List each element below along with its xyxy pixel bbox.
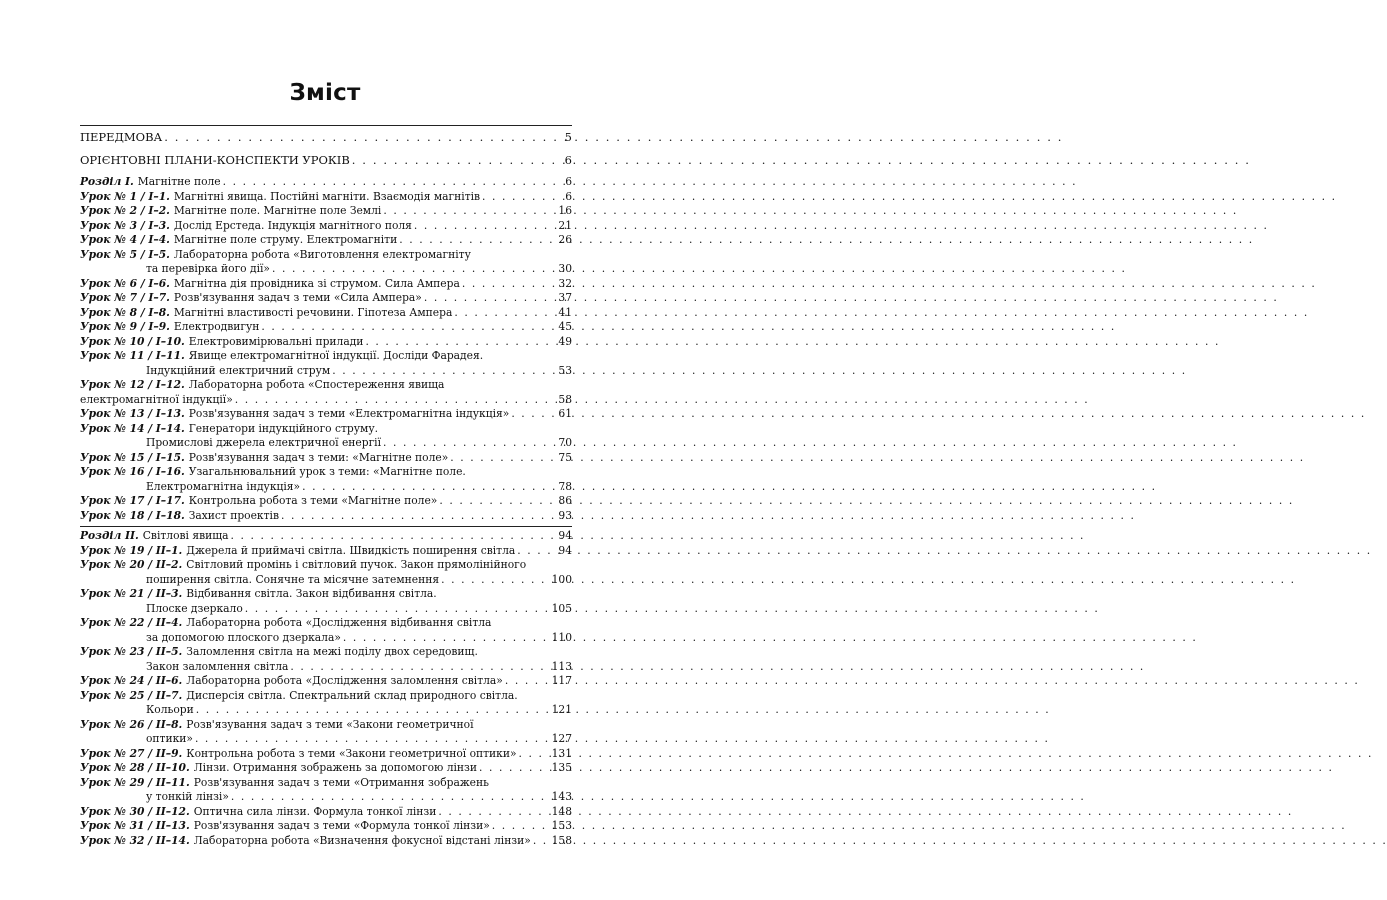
toc-entry[interactable] [80, 248, 572, 263]
toc-page-number: 6 [565, 175, 572, 188]
dot-leader [414, 219, 556, 234]
toc-entry-label: Урок № 29 / II–11. [80, 775, 190, 789]
toc-page-number: 148 [551, 804, 572, 818]
toc-entry-title: Магнітне поле [137, 175, 221, 188]
toc-page-number: 131 [551, 746, 572, 760]
top-rule [80, 125, 572, 126]
toc-entry-title: за допомогою плоского дзеркала» [146, 630, 341, 644]
toc-entry-label: Урок № 18 / I–18. [80, 508, 185, 522]
toc-entry[interactable] [80, 465, 572, 480]
dot-leader [441, 573, 550, 588]
toc-entry-label: Урок № 28 / II–10. [80, 761, 190, 774]
toc-entry-continuation[interactable] [80, 631, 572, 646]
toc-entry-title: Розв'язування задач з теми «Формула тонкої лінзи» [193, 819, 490, 832]
toc-entry[interactable] [80, 204, 572, 219]
toc-page-number: 127 [551, 732, 572, 745]
toc-entry[interactable] [80, 291, 572, 306]
toc-page-number: 121 [551, 703, 572, 716]
toc-entry-continuation[interactable] [80, 602, 572, 617]
toc-page-number: 113 [551, 659, 572, 673]
toc-entry-title: оптики» [146, 732, 193, 745]
dot-leader [438, 805, 549, 820]
toc-entry-label: Урок № 7 / I–7. [80, 291, 170, 304]
toc-entry-continuation[interactable] [80, 364, 572, 379]
toc-page-number: 6 [565, 189, 572, 203]
toc-entry-title: Електровимірювальні прилади [188, 334, 364, 348]
toc-entry-title: Світлові явища [142, 529, 229, 542]
toc-entry[interactable] [80, 349, 572, 364]
toc-entry[interactable] [80, 558, 572, 573]
dot-leader [519, 747, 550, 762]
toc-entry-continuation[interactable] [80, 573, 572, 588]
toc-entry[interactable] [80, 587, 572, 602]
toc-section[interactable] [80, 175, 572, 190]
toc-entry[interactable] [80, 747, 572, 762]
toc-entry[interactable] [80, 761, 572, 776]
toc-page-number: 110 [551, 630, 572, 644]
toc-entry-title: Узагальнювальний урок з теми: «Магнітне поле. [188, 465, 466, 478]
toc-entry-title: Відбивання світла. Закон відбивання світла. [186, 587, 437, 600]
toc-entry[interactable] [80, 544, 572, 559]
toc-entry[interactable] [80, 718, 572, 733]
toc-entry-title: Розв'язування задач з теми «Електромагнітна індукція» [188, 407, 510, 420]
toc-entry-title: Лабораторна робота «Дослідження відбивання світла [186, 616, 492, 629]
dot-leader [424, 291, 557, 306]
toc-entry-title: Плоске дзеркало [146, 601, 243, 615]
toc-entry-title: Магнітні властивості речовини. Гіпотеза Ампера [173, 305, 453, 319]
toc-entry-label: Урок № 30 / II–12. [80, 804, 190, 818]
toc-entry-continuation[interactable] [80, 790, 572, 805]
toc-entry[interactable] [80, 494, 572, 509]
toc-entry-label: Урок № 12 / I–12. [80, 378, 185, 391]
toc-page-number: 45 [558, 320, 572, 333]
spacer [80, 145, 572, 153]
toc-entry-label: Урок № 20 / II–2. [80, 558, 183, 571]
toc-page-number: 143 [551, 790, 572, 803]
toc-entry-title: Лабораторна робота «Визначення фокусної відстані лінзи» [193, 833, 531, 847]
toc-page-number: 86 [558, 494, 572, 507]
toc-entry[interactable] [80, 819, 572, 834]
toc-entry[interactable] [80, 306, 572, 321]
toc-page-number: 93 [558, 508, 572, 522]
toc-entry-continuation[interactable] [80, 262, 572, 277]
toc-page-number: 30 [558, 262, 572, 275]
toc-entry-label: Урок № 10 / I–10. [80, 334, 185, 348]
toc-page-number: 49 [558, 334, 572, 348]
toc-entry-title: Індукційний електричний струм [146, 363, 331, 377]
table-of-contents [80, 130, 572, 848]
toc-entry-label: Урок № 2 / I–2. [80, 204, 170, 217]
toc-entry-title: Електромагнітна індукція» [146, 479, 301, 493]
toc-page-number: 53 [558, 363, 572, 377]
toc-page-number: 32 [558, 276, 572, 290]
toc-entry-title: Закон заломлення світла [146, 659, 289, 673]
toc-entry-title: Генератори індукційного струму. [188, 421, 379, 435]
dot-leader [231, 529, 557, 544]
toc-entry[interactable] [80, 834, 572, 849]
dot-leader [281, 509, 556, 524]
toc-entry-label: Урок № 32 / II–14. [80, 833, 190, 847]
toc-entry-title: Розв'язування задач з теми «Закони геометричної [186, 717, 474, 731]
toc-page-number: 135 [551, 761, 572, 774]
toc-entry-continuation[interactable] [80, 393, 572, 408]
toc-entry-title: Лінзи. Отримання зображень за допомогою лінзи [193, 761, 477, 774]
dot-leader [231, 790, 550, 805]
toc-entry-title: Лабораторна робота «Дослідження заломлення світла» [186, 674, 503, 687]
dot-leader [450, 451, 556, 466]
toc-entry-label: Урок № 22 / II–4. [80, 616, 183, 629]
toc-entry-title: Джерела й приймачі світла. Швидкість поширення світла [186, 543, 516, 557]
dot-leader [533, 834, 550, 849]
toc-page-number: 75 [558, 450, 572, 464]
dot-leader [383, 204, 556, 219]
toc-entry-label: Урок № 23 / II–5. [80, 645, 183, 658]
toc-entry-title: Магнітне поле. Магнітне поле Землі [173, 204, 382, 217]
toc-entry-continuation[interactable] [80, 732, 572, 747]
toc-page-number: 117 [551, 674, 572, 687]
spacer [80, 167, 572, 175]
toc-entry-label: Урок № 4 / I–4. [80, 233, 170, 246]
toc-page-number: 158 [551, 833, 572, 847]
dot-leader [439, 494, 556, 509]
toc-entry-title: ОРІЄНТОВНІ ПЛАНИ-КОНСПЕКТИ УРОКІВ [80, 152, 350, 167]
dot-leader [511, 407, 556, 422]
toc-entry-title: Магнітна дія провідника зі струмом. Сила Ампера [173, 276, 460, 290]
toc-entry-label: Урок № 25 / II–7. [80, 688, 183, 702]
toc-entry[interactable] [80, 451, 572, 466]
toc-page-number: 5 [564, 130, 572, 144]
toc-entry[interactable] [80, 407, 572, 422]
toc-page-number: 58 [558, 392, 572, 406]
toc-entry[interactable] [80, 320, 572, 335]
toc-entry-label: Урок № 1 / I–1. [80, 189, 170, 203]
dot-leader [195, 732, 550, 747]
toc-page-number: 61 [558, 407, 572, 420]
dot-leader [462, 277, 557, 292]
toc-entry-title: Світловий промінь і світловий пучок. Закон прямолінійного [186, 558, 527, 571]
toc-entry[interactable] [80, 219, 572, 234]
dot-leader [235, 393, 557, 408]
toc-entry-title: Захист проектів [188, 508, 279, 522]
toc-entry[interactable] [80, 509, 572, 524]
toc-entry-continuation[interactable] [80, 660, 572, 675]
toc-entry-continuation[interactable] [80, 703, 572, 718]
toc-entry-label: Урок № 21 / II–3. [80, 587, 183, 600]
toc-entry[interactable] [80, 776, 572, 791]
toc-entry-label: Урок № 19 / II–1. [80, 543, 183, 557]
toc-entry-continuation[interactable] [80, 480, 572, 495]
toc-entry-label: Урок № 15 / I–15. [80, 450, 185, 464]
toc-entry-label: Урок № 11 / I–11. [80, 349, 185, 362]
toc-entry-label: Урок № 3 / I–3. [80, 218, 170, 232]
toc-entry-title: електромагнітної індукції» [80, 392, 233, 406]
toc-entry[interactable] [80, 422, 572, 437]
dot-leader [505, 674, 550, 689]
toc-section[interactable] [80, 529, 572, 544]
toc-entry-title: Оптична сила лінзи. Формула тонкої лінзи [193, 804, 437, 818]
toc-entry[interactable] [80, 645, 572, 660]
dot-leader [383, 436, 556, 451]
toc-entry-title: Промислові джерела електричної енергії [146, 436, 382, 449]
toc-page-number: 16 [558, 204, 572, 217]
toc-entry[interactable] [80, 378, 572, 393]
dot-leader [399, 233, 556, 248]
toc-entry-label: Урок № 26 / II–8. [80, 717, 183, 731]
dot-leader [164, 130, 560, 145]
toc-page-number: 21 [558, 218, 572, 232]
toc-entry-label: Урок № 14 / I–14. [80, 421, 185, 435]
dot-leader [302, 480, 556, 495]
toc-entry[interactable] [80, 153, 572, 168]
toc-entry-label: Розділ II. [80, 529, 139, 542]
toc-entry-label: Розділ I. [80, 175, 134, 188]
section-divider [80, 526, 572, 527]
dot-leader [365, 335, 556, 350]
toc-page-number: 6 [564, 152, 572, 167]
toc-page-number: 78 [558, 479, 572, 493]
toc-entry[interactable] [80, 335, 572, 350]
toc-page-number: 153 [551, 819, 572, 832]
dot-leader [352, 153, 560, 168]
toc-page-number: 94 [558, 543, 572, 557]
toc-entry-title: Дослід Ерстеда. Індукція магнітного поля [173, 218, 412, 232]
dot-leader [332, 364, 556, 379]
toc-entry[interactable] [80, 674, 572, 689]
toc-page-number: 41 [558, 305, 572, 319]
toc-entry[interactable] [80, 616, 572, 631]
toc-entry-title: Лабораторна робота «Спостереження явища [188, 378, 445, 391]
dot-leader [290, 660, 549, 675]
toc-entry-title: у тонкій лінзі» [146, 790, 229, 803]
toc-page-number: 70 [558, 436, 572, 449]
toc-entry-title: Заломлення світла на межі поділу двох середовищ. [186, 645, 478, 658]
toc-entry-title: поширення світла. Сонячне та місячне затемнення [146, 572, 440, 586]
toc-entry-label: Урок № 6 / I–6. [80, 276, 170, 290]
toc-entry-title: Розв'язування задач з теми «Отримання зображень [193, 775, 489, 789]
toc-entry[interactable] [80, 805, 572, 820]
toc-entry-title: ПЕРЕДМОВА [80, 130, 163, 144]
toc-entry-label: Урок № 8 / I–8. [80, 305, 170, 319]
dot-leader [343, 631, 550, 646]
dot-leader [223, 175, 560, 190]
dot-leader [479, 761, 550, 776]
dot-leader [517, 544, 556, 559]
toc-entry-label: Урок № 31 / II–13. [80, 819, 190, 832]
toc-entry[interactable] [80, 190, 572, 205]
dot-leader [454, 306, 556, 321]
toc-entry-label: Урок № 13 / I–13. [80, 407, 185, 420]
dot-leader [261, 320, 556, 335]
dot-leader [245, 602, 550, 617]
toc-entry-title: Кольори [146, 703, 194, 716]
toc-page-number: 100 [551, 572, 572, 586]
toc-entry-title: Контрольна робота з теми «Закони геометричної оптики» [186, 746, 517, 760]
page-title: Зміст [289, 80, 361, 106]
toc-entry-label: Урок № 27 / II–9. [80, 746, 183, 760]
dot-leader [482, 190, 560, 205]
toc-entry[interactable] [80, 233, 572, 248]
toc-entry-title: Дисперсія світла. Спектральний склад природного світла. [186, 688, 518, 702]
toc-page-number: 105 [551, 601, 572, 615]
toc-entry-title: Контрольна робота з теми «Магнітне поле» [188, 494, 438, 507]
toc-entry[interactable] [80, 277, 572, 292]
toc-entry-title: та перевірка його дії» [146, 262, 270, 275]
toc-entry-title: Електродвигун [173, 320, 260, 333]
toc-entry-title: Розв'язування задач з теми: «Магнітне поле» [188, 450, 449, 464]
toc-entry-title: Лабораторна робота «Виготовлення електромагніту [173, 247, 471, 261]
dot-leader [492, 819, 550, 834]
toc-entry-label: Урок № 17 / I–17. [80, 494, 185, 507]
dot-leader [196, 703, 550, 718]
toc-entry-title: Магнітні явища. Постійні магніти. Взаємодія магнітів [173, 189, 481, 203]
toc-entry-title: Явище електромагнітної індукції. Досліди Фарадея. [188, 349, 484, 362]
toc-entry-continuation[interactable] [80, 436, 572, 451]
dot-leader [272, 262, 556, 277]
toc-page-number: 94 [558, 529, 572, 542]
toc-page-number: 26 [558, 233, 572, 246]
toc-entry-label: Урок № 16 / I–16. [80, 465, 185, 478]
toc-entry-title: Магнітне поле струму. Електромагніти [173, 233, 398, 246]
toc-entry[interactable] [80, 689, 572, 704]
toc-entry-label: Урок № 5 / I–5. [80, 247, 170, 261]
toc-entry-label: Урок № 24 / II–6. [80, 674, 183, 687]
toc-entry[interactable] [80, 130, 572, 145]
toc-entry-label: Урок № 9 / I–9. [80, 320, 170, 333]
toc-entry-title: Розв'язування задач з теми «Сила Ампера» [173, 291, 422, 304]
toc-page-number: 37 [558, 291, 572, 304]
